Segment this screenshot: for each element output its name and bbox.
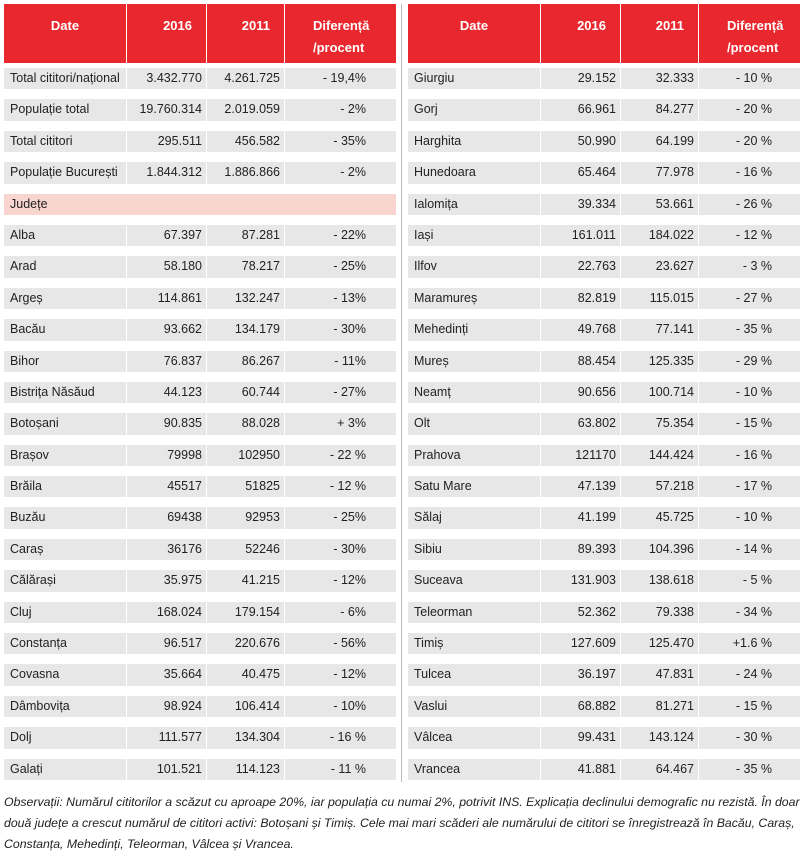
cell-difference: - 24 %: [735, 667, 772, 682]
cell-2016: 1.844.312: [127, 162, 207, 183]
table-row: [4, 351, 396, 372]
cell-2016: 69438: [127, 507, 207, 528]
cell-2011: 52246: [207, 539, 285, 560]
cell-difference: - 35 %: [735, 322, 772, 337]
cell-name: Constanța: [4, 633, 127, 654]
cell-difference: - 15 %: [735, 698, 772, 713]
cell-2016: 67.397: [127, 225, 207, 246]
table-row: [4, 602, 396, 623]
cell-name: Vâlcea: [408, 727, 541, 748]
cell-name: Cluj: [4, 602, 127, 623]
left-table: [4, 4, 396, 780]
cell-2011: 134.179: [207, 319, 285, 340]
cell-2016: 79998: [127, 445, 207, 466]
right-table: [408, 4, 800, 780]
header-difference: [699, 4, 800, 63]
header-difference: [285, 4, 396, 63]
cell-name: Teleorman: [408, 602, 541, 623]
cell-2011: 1.886.866: [207, 162, 285, 183]
cell-difference: - 12%: [333, 667, 366, 682]
cell-2011: 47.831: [621, 664, 699, 685]
table-row: [408, 602, 800, 623]
cell-name: Total cititori/național: [4, 68, 127, 89]
cell-difference: - 13%: [333, 290, 366, 305]
cell-2011: 125.335: [621, 351, 699, 372]
cell-name: Populație total: [4, 99, 127, 120]
cell-2016: 63.802: [541, 413, 621, 434]
cell-2016: 36176: [127, 539, 207, 560]
cell-difference: - 27 %: [735, 290, 772, 305]
cell-2011: 132.247: [207, 288, 285, 309]
cell-name: Brăila: [4, 476, 127, 497]
cell-2011: 456.582: [207, 131, 285, 152]
cell-name: Timiș: [408, 633, 541, 654]
table-row: [4, 382, 396, 403]
cell-2016: 19.760.314: [127, 99, 207, 120]
cell-difference: - 15 %: [735, 416, 772, 431]
cell-name: Caraș: [4, 539, 127, 560]
cell-2016: 82.819: [541, 288, 621, 309]
cell-name: Maramureș: [408, 288, 541, 309]
table-row: [408, 507, 800, 528]
cell-name: Olt: [408, 413, 541, 434]
cell-2016: 50.990: [541, 131, 621, 152]
header-2016: 2016: [127, 4, 207, 63]
cell-2016: 45517: [127, 476, 207, 497]
table-row: [408, 696, 800, 717]
cell-2016: 88.454: [541, 351, 621, 372]
table-row: [408, 99, 800, 120]
cell-name: Satu Mare: [408, 476, 541, 497]
cell-difference: - 2%: [340, 102, 366, 117]
cell-difference: - 30%: [333, 322, 366, 337]
left-table-header: [4, 4, 396, 63]
cell-difference: + 3%: [337, 416, 366, 431]
cell-difference: - 16 %: [329, 730, 366, 745]
cell-2016: 41.199: [541, 507, 621, 528]
cell-2016: 89.393: [541, 539, 621, 560]
section-label: Județe: [10, 196, 48, 211]
cell-2016: 22.763: [541, 256, 621, 277]
cell-name: Giurgiu: [408, 68, 541, 89]
cell-name: Mehedinți: [408, 319, 541, 340]
table-row: [408, 727, 800, 748]
cell-name: Bacău: [4, 319, 127, 340]
cell-2011: 53.661: [621, 194, 699, 215]
table-row: [4, 99, 396, 120]
cell-name: Total cititori: [4, 131, 127, 152]
cell-name: Argeș: [4, 288, 127, 309]
cell-2016: 168.024: [127, 602, 207, 623]
table-row: [4, 413, 396, 434]
cell-2011: 138.618: [621, 570, 699, 591]
cell-2016: 114.861: [127, 288, 207, 309]
table-row: [4, 476, 396, 497]
right-table-header: [408, 4, 800, 63]
cell-name: Populație București: [4, 162, 127, 183]
table-row: [4, 445, 396, 466]
cell-name: Bihor: [4, 351, 127, 372]
table-row: [4, 664, 396, 685]
cell-2011: 60.744: [207, 382, 285, 403]
table-row: [408, 664, 800, 685]
header-2011: 2011: [207, 4, 285, 63]
cell-2011: 114.123: [207, 759, 285, 780]
cell-2011: 45.725: [621, 507, 699, 528]
cell-difference: - 17 %: [735, 479, 772, 494]
cell-name: Bistrița Năsăud: [4, 382, 127, 403]
cell-difference: - 10%: [333, 698, 366, 713]
cell-2016: 35.975: [127, 570, 207, 591]
cell-2011: 64.199: [621, 131, 699, 152]
cell-name: Gorj: [408, 99, 541, 120]
table-row: [408, 351, 800, 372]
header-2011: 2011: [621, 4, 699, 63]
cell-name: Dâmbovița: [4, 696, 127, 717]
table-row: [408, 413, 800, 434]
cell-2016: 96.517: [127, 633, 207, 654]
cell-name: Sălaj: [408, 507, 541, 528]
cell-2016: 121170: [541, 445, 621, 466]
cell-2016: 65.464: [541, 162, 621, 183]
cell-2011: 220.676: [207, 633, 285, 654]
table-row: [4, 319, 396, 340]
cell-2016: 66.961: [541, 99, 621, 120]
cell-2011: 81.271: [621, 696, 699, 717]
cell-2016: 98.924: [127, 696, 207, 717]
cell-2011: 184.022: [621, 225, 699, 246]
cell-name: Ilfov: [408, 256, 541, 277]
cell-difference: - 11%: [334, 353, 366, 368]
cell-name: Sibiu: [408, 539, 541, 560]
cell-2011: 92953: [207, 507, 285, 528]
cell-2016: 99.431: [541, 727, 621, 748]
cell-name: Iași: [408, 225, 541, 246]
cell-difference: - 30%: [333, 541, 366, 556]
cell-name: Vaslui: [408, 696, 541, 717]
cell-2016: 47.139: [541, 476, 621, 497]
cell-2016: 39.334: [541, 194, 621, 215]
cell-difference: - 56%: [333, 636, 366, 651]
table-row: [408, 570, 800, 591]
table-row: [4, 131, 396, 152]
cell-2016: 161.011: [541, 225, 621, 246]
cell-2011: 51825: [207, 476, 285, 497]
cell-2011: 4.261.725: [207, 68, 285, 89]
cell-difference: - 26 %: [735, 196, 772, 211]
cell-2011: 100.714: [621, 382, 699, 403]
table-row: [408, 319, 800, 340]
cell-2016: 101.521: [127, 759, 207, 780]
cell-difference: - 12 %: [329, 479, 366, 494]
cell-difference: - 35%: [333, 133, 366, 148]
table-row: [4, 759, 396, 780]
cell-name: Brașov: [4, 445, 127, 466]
cell-name: Galați: [4, 759, 127, 780]
cell-2011: 179.154: [207, 602, 285, 623]
cell-name: Arad: [4, 256, 127, 277]
cell-name: Harghita: [408, 131, 541, 152]
cell-2011: 88.028: [207, 413, 285, 434]
cell-2011: 84.277: [621, 99, 699, 120]
cell-2011: 134.304: [207, 727, 285, 748]
cell-2011: 75.354: [621, 413, 699, 434]
table-row: [4, 633, 396, 654]
cell-difference: - 16 %: [735, 447, 772, 462]
cell-difference: - 22%: [333, 227, 366, 242]
cell-name: Mureș: [408, 351, 541, 372]
cell-name: Suceava: [408, 570, 541, 591]
table-row: [4, 288, 396, 309]
cell-name: Călărași: [4, 570, 127, 591]
cell-2016: 90.656: [541, 382, 621, 403]
cell-name: Prahova: [408, 445, 541, 466]
table-row: [4, 696, 396, 717]
cell-difference: - 30 %: [735, 730, 772, 745]
cell-2016: 68.882: [541, 696, 621, 717]
cell-2011: 102950: [207, 445, 285, 466]
table-row: [408, 445, 800, 466]
cell-difference: - 25%: [333, 259, 366, 274]
table-row: [4, 68, 396, 89]
cell-2016: 29.152: [541, 68, 621, 89]
table-row: [408, 288, 800, 309]
table-row: [408, 131, 800, 152]
cell-difference: - 12 %: [735, 227, 772, 242]
table-row: [408, 633, 800, 654]
header-difference-line2: /procent: [727, 40, 779, 55]
cell-difference: - 27%: [333, 384, 366, 399]
cell-2016: 90.835: [127, 413, 207, 434]
table-row: [4, 570, 396, 591]
cell-name: Covasna: [4, 664, 127, 685]
cell-difference: - 12%: [333, 573, 366, 588]
cell-2016: 52.362: [541, 602, 621, 623]
table-row: [408, 759, 800, 780]
header-difference-line1: Diferență: [313, 18, 370, 33]
cell-2011: 115.015: [621, 288, 699, 309]
cell-2011: 40.475: [207, 664, 285, 685]
table-row: [408, 68, 800, 89]
table-row: [4, 225, 396, 246]
header-2016: 2016: [541, 4, 621, 63]
header-date: Date: [408, 4, 541, 63]
cell-name: Tulcea: [408, 664, 541, 685]
cell-2011: 144.424: [621, 445, 699, 466]
cell-difference: - 35 %: [735, 761, 772, 776]
cell-2011: 77.978: [621, 162, 699, 183]
cell-difference: - 25%: [333, 510, 366, 525]
table-row: [408, 162, 800, 183]
cell-2011: 104.396: [621, 539, 699, 560]
cell-difference: - 2%: [340, 165, 366, 180]
header-difference-line1: Diferență: [727, 18, 784, 33]
cell-name: Buzău: [4, 507, 127, 528]
cell-difference: - 19,4%: [322, 71, 366, 85]
table-row: [4, 727, 396, 748]
cell-2011: 23.627: [621, 256, 699, 277]
cell-difference: - 29 %: [735, 353, 772, 368]
cell-2016: 131.903: [541, 570, 621, 591]
cell-2011: 79.338: [621, 602, 699, 623]
cell-2016: 295.511: [127, 131, 207, 152]
right-table-body: [408, 68, 800, 780]
cell-difference: - 11 %: [330, 761, 366, 776]
cell-2016: 93.662: [127, 319, 207, 340]
cell-difference: - 16 %: [735, 165, 772, 180]
cell-difference: - 10 %: [735, 71, 772, 85]
cell-2011: 64.467: [621, 759, 699, 780]
cell-difference: - 34 %: [735, 604, 772, 619]
header-date: Date: [4, 4, 127, 63]
cell-2016: 49.768: [541, 319, 621, 340]
cell-2011: 143.124: [621, 727, 699, 748]
cell-name: Vrancea: [408, 759, 541, 780]
cell-2016: 36.197: [541, 664, 621, 685]
cell-2011: 2.019.059: [207, 99, 285, 120]
left-table-body: [4, 68, 396, 780]
table-row: [408, 225, 800, 246]
table-row: [408, 194, 800, 215]
cell-2016: 127.609: [541, 633, 621, 654]
table-row: [408, 539, 800, 560]
table-row: [4, 539, 396, 560]
cell-2011: 32.333: [621, 68, 699, 89]
cell-2011: 78.217: [207, 256, 285, 277]
observations-note: Observații: Numărul cititorilor a scăzut cu aproape 20%, iar populația cu numai 2%, potrivit INS. Explicația declinului demografic nu rezistă. În doar două județe a crescut numărul de cititori activi: Botoșani și Timiș. Cele mai mari scăderi ale numărului de cititori se înregistrează în Bacău, Caraș, Constanța, Mehedinți, Teleorman, Vâlcea și Vrancea.: [4, 795, 800, 851]
cell-difference: - 22 %: [329, 447, 366, 462]
cell-2011: 87.281: [207, 225, 285, 246]
cell-difference: - 20 %: [735, 102, 772, 117]
table-row: [4, 256, 396, 277]
cell-difference: +1.6 %: [732, 636, 772, 651]
cell-2011: 77.141: [621, 319, 699, 340]
cell-difference: - 20 %: [735, 133, 772, 148]
cell-2016: 111.577: [127, 727, 207, 748]
cell-name: Botoșani: [4, 413, 127, 434]
cell-2011: 125.470: [621, 633, 699, 654]
cell-name: Alba: [4, 225, 127, 246]
cell-2016: 35.664: [127, 664, 207, 685]
table-row: [4, 162, 396, 183]
cell-2016: 41.881: [541, 759, 621, 780]
cell-name: Dolj: [4, 727, 127, 748]
table-row: [4, 507, 396, 528]
header-difference-line2: /procent: [313, 40, 365, 55]
cell-name: Hunedoara: [408, 162, 541, 183]
cell-2011: 106.414: [207, 696, 285, 717]
cell-2011: 57.218: [621, 476, 699, 497]
table-row: [408, 256, 800, 277]
cell-2011: 41.215: [207, 570, 285, 591]
cell-name: Ialomița: [408, 194, 541, 215]
table-row: [408, 382, 800, 403]
cell-difference: - 3 %: [742, 259, 772, 274]
section-row: [4, 194, 396, 215]
cell-name: Neamț: [408, 382, 541, 403]
cell-difference: - 6%: [340, 604, 366, 619]
table-row: [408, 476, 800, 497]
cell-2016: 76.837: [127, 351, 207, 372]
cell-difference: - 14 %: [735, 541, 772, 556]
cell-difference: - 10 %: [735, 384, 772, 399]
cell-difference: - 10 %: [735, 510, 772, 525]
cell-2016: 58.180: [127, 256, 207, 277]
cell-2016: 3.432.770: [127, 68, 207, 89]
cell-2016: 44.123: [127, 382, 207, 403]
column-divider: [401, 4, 402, 782]
cell-difference: - 5 %: [742, 573, 772, 588]
cell-2011: 86.267: [207, 351, 285, 372]
